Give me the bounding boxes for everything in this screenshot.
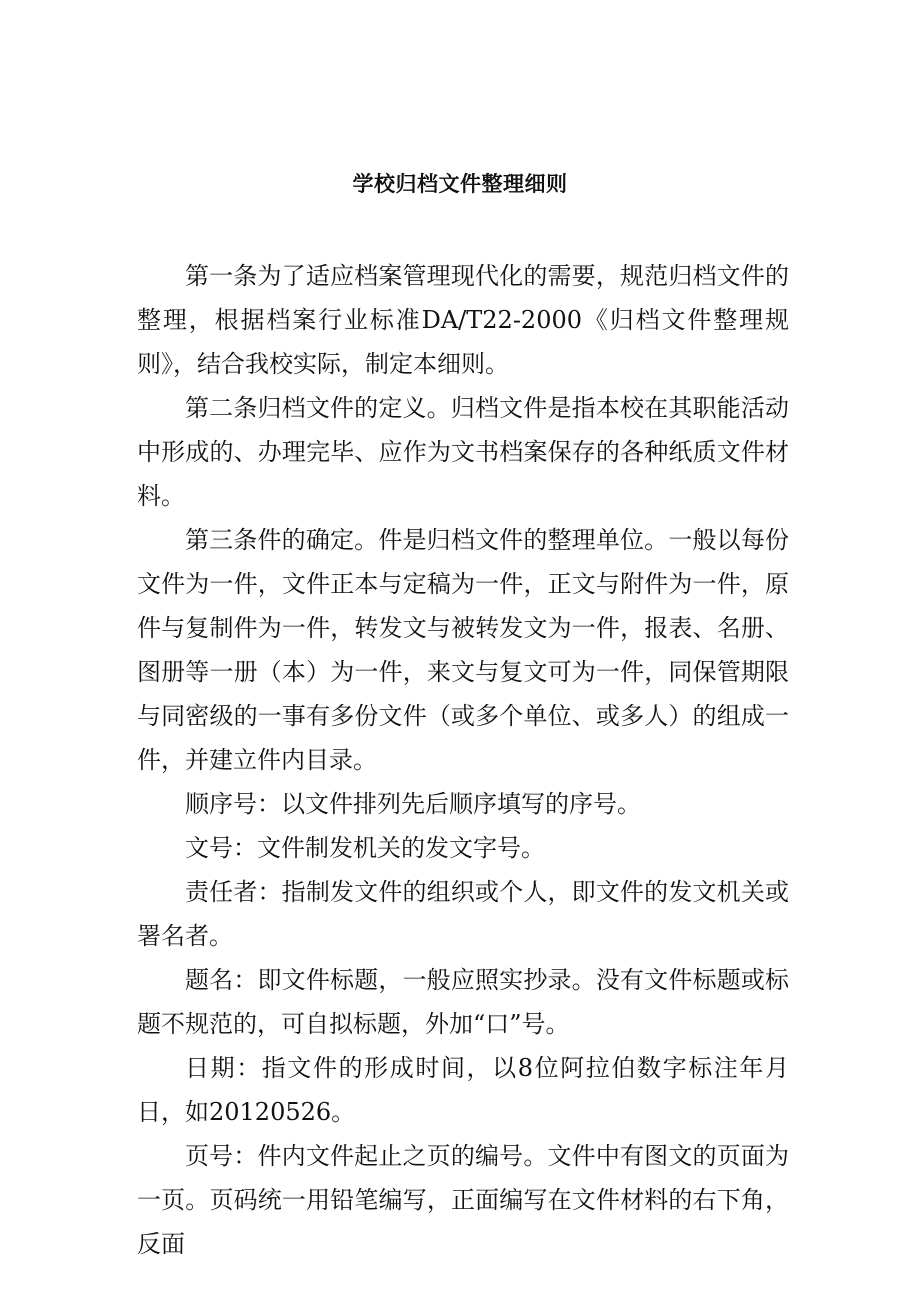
paragraph-sequence-number: 顺序号：以文件排列先后顺序填写的序号。	[185, 790, 641, 818]
paragraph-page-number: 页号：件内文件起止之页的编号。文件中有图文的页面为一页。页码统一用铅笔编写，正面编写在文件材料的右下角，反面	[137, 1142, 789, 1258]
paragraph-responsible-party: 责任者：指制发文件的组织或个人，即文件的发文机关或署名者。	[137, 878, 789, 950]
document-body	[137, 254, 789, 1266]
paragraph-document-number: 文号：文件制发机关的发文字号。	[185, 834, 545, 862]
paragraph-article-2: 第二条归档文件的定义。归档文件是指本校在其职能活动中形成的、办理完毕、应作为文书档案保存的各种纸质文件材料。	[137, 394, 789, 510]
paragraph-date-field: 日期：指文件的形成时间，以8位阿拉伯数字标注年月日，如20120526。	[137, 1054, 789, 1126]
paragraph-article-3: 第三条件的确定。件是归档文件的整理单位。一般以每份文件为一件，文件正本与定稿为一件，正文与附件为一件，原件与复制件为一件，转发文与被转发文为一件，报表、名册、图册等一册（本）为一件，来文与复文可为一件，同保管期限与同密级的一事有多份文件（或多个单位、或多人）的组成一件，并建立件内目录。	[137, 526, 789, 774]
paragraph-title-field: 题名：即文件标题，一般应照实抄录。没有文件标题或标题不规范的，可自拟标题，外加“口”号。	[137, 966, 789, 1038]
paragraph-article-1: 第一条为了适应档案管理现代化的需要，规范归档文件的整理，根据档案行业标准DA/T22-2000《归档文件整理规则》，结合我校实际，制定本细则。	[137, 262, 789, 378]
document-title: 学校归档文件整理细则	[352, 171, 568, 196]
